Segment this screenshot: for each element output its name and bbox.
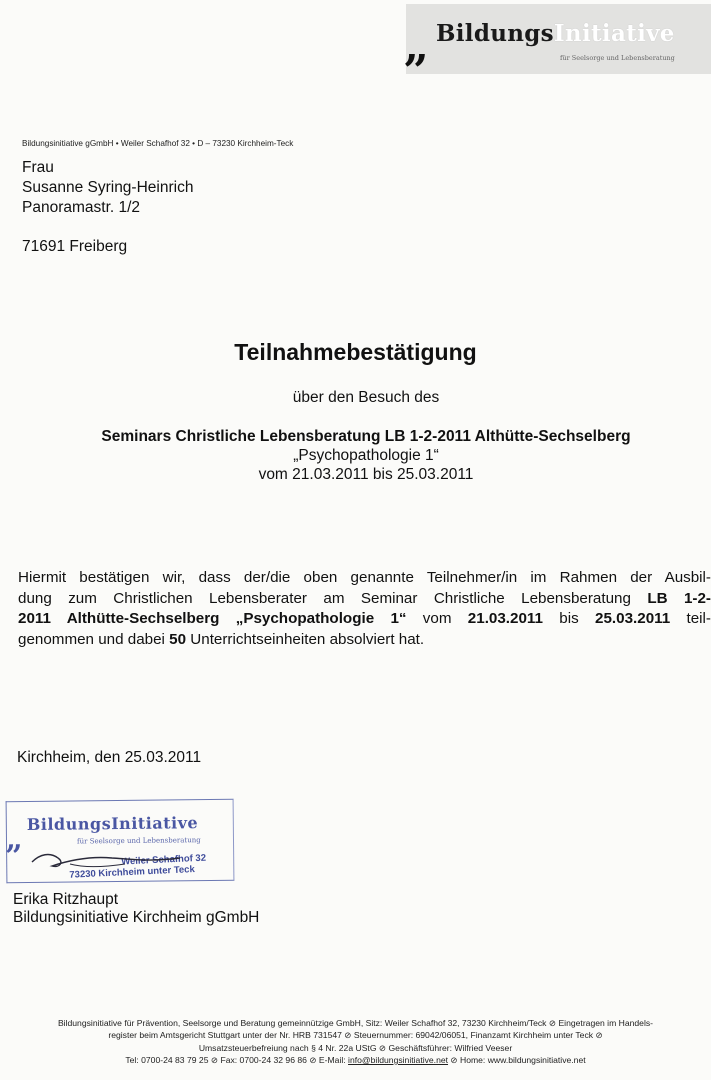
body-line-2: dung zum Christlichen Lebensberater am Seminar Christliche Lebensberatung LB 1-2- — [18, 589, 711, 607]
letter-footer — [0, 1017, 711, 1066]
body-line-4: genommen und dabei 50 Unterrichtseinheiten absolviert hat. — [18, 630, 425, 648]
body-line-1: Hiermit bestätigen wir, dass der/die oben genannte Teilnehmer/in im Rahmen der Ausbil- — [18, 569, 711, 586]
stamp-tagline: für Seelsorge und Lebensberatung — [76, 836, 201, 846]
stamp-city: 73230 Kirchheim unter Teck — [69, 864, 196, 881]
logo-quote-icon: ” — [403, 46, 429, 97]
signer-organization: Bildungsinitiative Kirchheim gGmbH — [13, 909, 260, 926]
seminar-topic: „Psychopathologie 1“ — [293, 447, 439, 464]
logo-wordmark — [436, 20, 675, 47]
recipient-city: 71691 Freiberg — [22, 238, 128, 255]
footer-line-3: Umsatzsteuerbefreiung nach § 4 Nr. 22a UStG ⊘ Geschäftsführer: Wilfried Veeser — [198, 1042, 513, 1053]
footer-line-4: Tel: 0700-24 83 79 25 ⊘ Fax: 0700-24 32 96 86 ⊘ E-Mail: info@bildungsinitiative.net ⊘ Home: www.bildungsinitiative.net — [125, 1054, 586, 1065]
footer-line-2: register beim Amtsgericht Stuttgart unter der Nr. HRB 731547 ⊘ Steuernummer: 69042/06051, Finanzamt Kirchheim unter Teck ⊘ — [108, 1030, 603, 1041]
place-date: Kirchheim, den 25.03.2011 — [17, 749, 202, 766]
handwritten-signature — [30, 840, 230, 880]
seminar-title: Seminars Christliche Lebensberatung LB 1-2-2011 Althütte-Sechselberg — [101, 428, 631, 445]
footer-line-1: Bildungsinitiative für Prävention, Seelsorge und Beratung gemeinnützige GmbH, Sitz: Weiler Schafhof 32, 73230 Kirchheim/Teck ⊘ Eingetragen im Handels- — [57, 1018, 654, 1028]
document-title: Teilnahmebestätigung — [234, 339, 477, 365]
stamp-quote-icon: ” — [4, 839, 23, 875]
stamp-street: Weiler Schafhof 32 — [120, 852, 207, 868]
logo-word-part2: Initiative — [553, 20, 675, 47]
seminar-dates: vom 21.03.2011 bis 25.03.2011 — [258, 466, 474, 483]
sender-address-line: Bildungsinitiative gGmbH • Weiler Schafhof 32 • D – 73230 Kirchheim-Teck — [22, 139, 294, 148]
body-line-3: 2011 Althütte-Sechselberg „Psychopathologie 1“ vom 21.03.2011 bis 25.03.2011 teil- — [18, 610, 711, 627]
logo-word-part1: Bildungs — [436, 20, 554, 47]
confirmation-paragraph — [18, 568, 711, 650]
recipient-salutation: Frau — [22, 159, 54, 176]
footer-email-link[interactable]: info@bildungsinitiative.net — [348, 1054, 449, 1065]
logo-tagline: für Seelsorge und Lebensberatung — [560, 54, 675, 62]
stamp-wordmark: BildungsInitiative — [26, 813, 199, 834]
signer-name: Erika Ritzhaupt — [13, 891, 119, 908]
recipient-street: Panoramastr. 1/2 — [22, 199, 141, 216]
recipient-name: Susanne Syring-Heinrich — [22, 179, 194, 196]
document-subtitle: über den Besuch des — [292, 389, 440, 406]
